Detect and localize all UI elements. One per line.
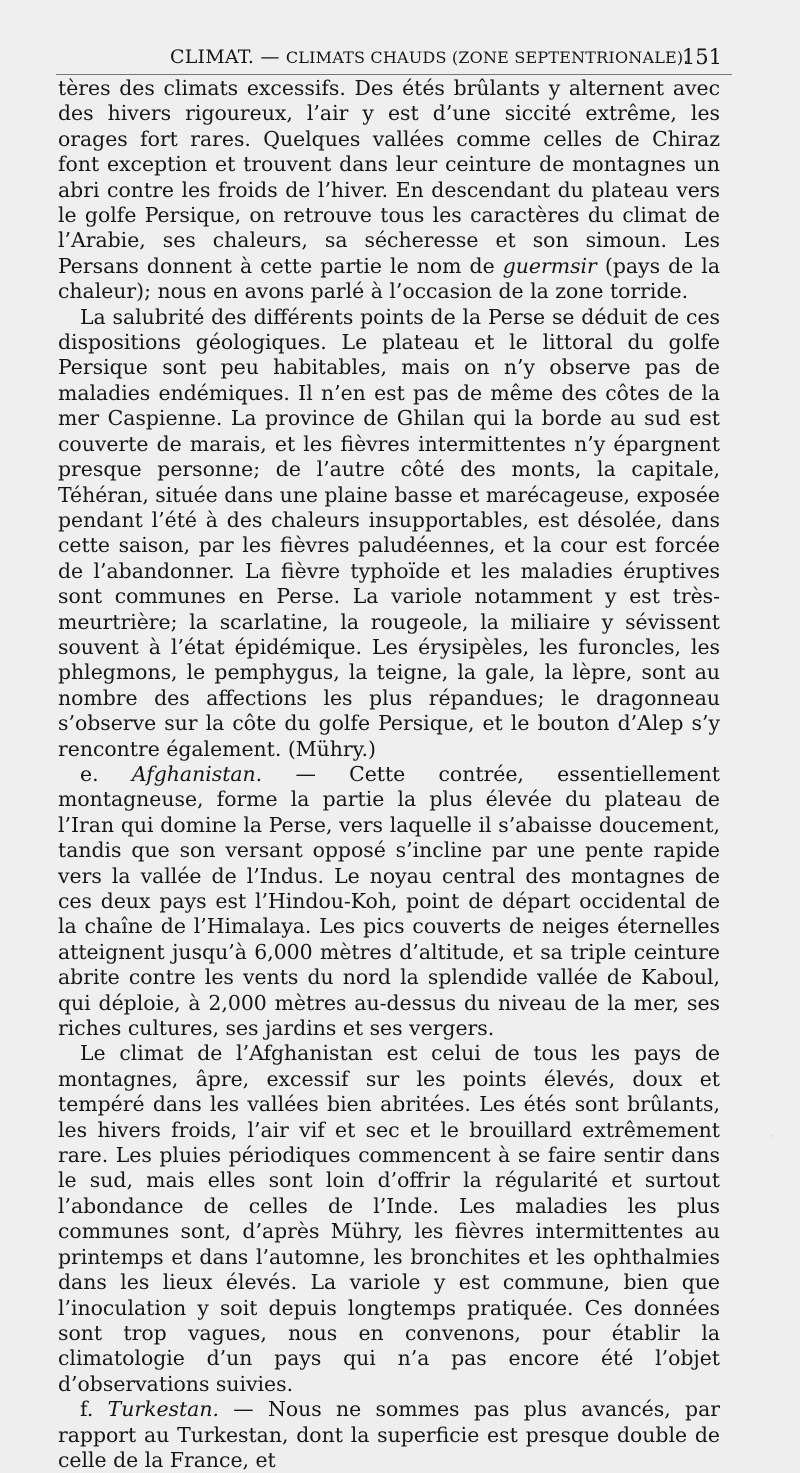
running-head-subtitle: CLIMATS CHAUDS (ZONE SEPTENTRIONALE). <box>285 48 689 67</box>
paragraph-text: tères des climats excessifs. Des étés brûlants y alternent avec des hivers rigoureux, l’air y est d’une siccité extrême, les orages fort rares. Quelques vallées comme celles de Chiraz font exception et trouvent dans leur ceinture de montagnes un abri contre les froids de l’hiver. En descendant du plateau vers le golfe Persique, on retrouve tous les caractères du climat de l’Arabie, ses chaleurs, sa sécheresse et son simoun. Les Persans donnent à cette partie le nom de <box>58 76 720 278</box>
running-head-main: CLIMAT. <box>170 46 255 68</box>
paragraph-text: Le climat de l’Afghanistan est celui de tous les pays de montagnes, âpre, excessif sur les points élevés, doux et tempéré dans les vallées bien abritées. Les étés sont brûlants, les hivers froids, l’air vif et sec et le brouillard extrêmement rare. Les pluies périodiques commencent à se faire sentir dans le sud, mais elles sont loin d’offrir la régularité et surtout l’abondance de celles de l’Inde. Les maladies les plus communes sont, d’après Mühry, les fièvres intermittentes au printemps et dans l’automne, les bronchites et les ophthalmies dans les lieux élevés. La variole y est commune, bien que l’inoculation y soit depuis longtemps pratiquée. Ces données sont trop vagues, nous en convenons, pour établir la climatologie d’un pays qui n’a pas encore été l’objet d’observations suivies. <box>58 1041 720 1396</box>
paragraph-persia-climate <box>58 76 720 305</box>
paragraph-persia-health <box>58 305 720 762</box>
page-header <box>0 40 800 76</box>
section-prefix: f. <box>80 1397 108 1422</box>
running-head-separator: — <box>260 46 280 68</box>
paragraph-text: La salubrité des différents points de la Perse se déduit de ces dispositions géologiques. Le plateau et le littoral du golfe Persique sont peu habitables, mais on n’y observe pas de maladies endémiques. Il n’en est pas de même des côtes de la mer Caspienne. La province de Ghilan qui la borde au sud est couverte de marais, et les fièvres intermittentes n’y épargnent presque personne; de l’autre côté des monts, la capitale, Téhéran, située dans une plaine basse et marécageuse, exposée pendant l’été à des chaleurs insupportables, est désolée, dans cette saison, par les fièvres paludéennes, et la cour est forcée de l’abandonner. La fièvre typhoïde et les maladies éruptives sont communes en Perse. La variole notamment y est très-meurtrière; la scarlatine, la rougeole, la miliaire y sévissent souvent à l’état épidémique. Les érysipèles, les furoncles, les phlegmons, le pemphygus, la teigne, la gale, la lèpre, sont au nombre des affections les plus répandues; le dragonneau s’observe sur la côte du golfe Persique, et le bouton d’Alep s’y rencontre également. (Mühry.) <box>58 304 720 761</box>
running-head <box>170 46 689 68</box>
section-heading: Turkestan. <box>107 1397 219 1422</box>
paragraph-text: — Cette contrée, essentiellement montagneuse, forme la partie la plus élevée du plateau de l’Iran qui domine la Perse, vers laquelle il s’abaisse doucement, tandis que son versant opposé s’incline par une pente rapide vers la vallée de l’Indus. Le noyau central des montagnes de ces deux pays est l’Hindou-Koh, point de départ occidental de la chaîne de l’Himalaya. Les pics couverts de neiges éternelles atteignent jusqu’à 6,000 mètres d’altitude, et sa triple ceinture abrite contre les vents du nord la splendide vallée de Kaboul, qui déploie, à 2,000 mètres au-dessus du niveau de la mer, ses riches cultures, ses jardins et ses vergers. <box>58 761 720 1041</box>
main-text <box>58 76 720 1473</box>
paragraph-text-continued: (pays de la chaleur); nous en avons parlé à l’occasion de la zone torride. <box>58 253 720 304</box>
paragraph-text: — Nous ne sommes pas plus avancés, par rapport au Turkestan, dont la superficie est presque double de celle de la France, et <box>58 1397 720 1472</box>
paragraph-turkestan <box>58 1397 720 1473</box>
header-divider <box>56 74 732 75</box>
page-number: 151 <box>681 45 722 69</box>
italic-term: guermsir <box>502 253 597 278</box>
scan-speck: . <box>770 1122 776 1142</box>
paragraph-afghanistan-geography <box>58 762 720 1041</box>
paragraph-afghanistan-climate <box>58 1041 720 1397</box>
section-heading: Afghanistan. <box>131 761 263 786</box>
section-prefix: e. <box>80 761 132 786</box>
